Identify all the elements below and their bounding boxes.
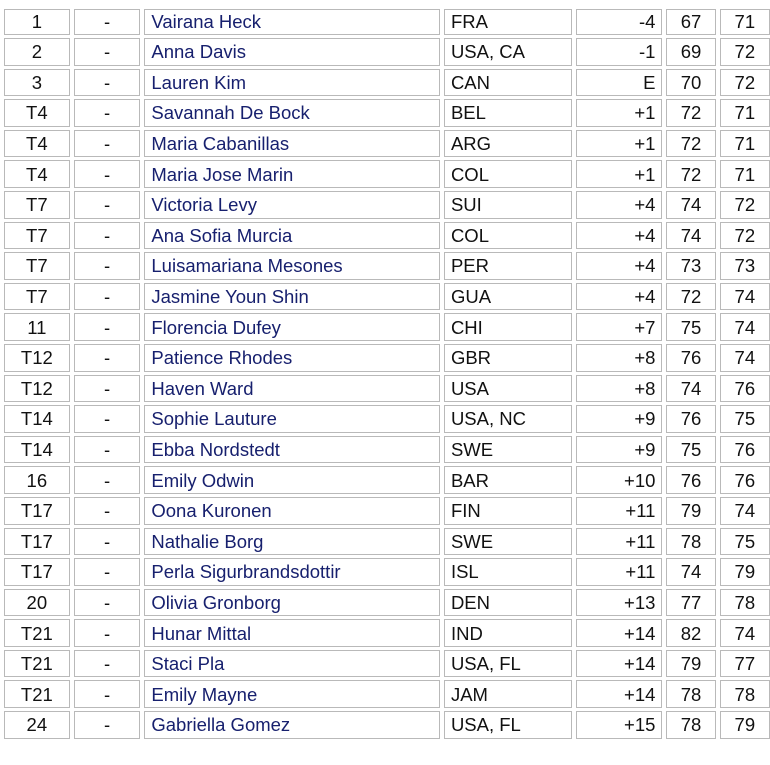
- position-cell: T7: [4, 191, 70, 219]
- country-cell: USA, CA: [444, 38, 572, 66]
- player-name-cell: [144, 252, 440, 280]
- to-par-cell: +13: [576, 589, 662, 617]
- player-name-link[interactable]: Nathalie Borg: [151, 530, 264, 552]
- position-cell: T17: [4, 497, 70, 525]
- player-name-cell: [144, 9, 440, 35]
- player-name-cell: [144, 589, 440, 617]
- player-name-cell: [144, 375, 440, 403]
- round-2-score-cell: 72: [720, 38, 770, 66]
- round-2-score-cell: 78: [720, 680, 770, 708]
- player-name-cell: [144, 191, 440, 219]
- player-name-cell: [144, 38, 440, 66]
- position-cell: T4: [4, 99, 70, 127]
- to-par-cell: +4: [576, 222, 662, 250]
- position-cell: 20: [4, 589, 70, 617]
- movement-cell: -: [74, 589, 141, 617]
- round-1-score-cell: 67: [666, 9, 715, 35]
- table-row: [4, 405, 770, 433]
- player-name-link[interactable]: Anna Davis: [151, 41, 246, 63]
- country-cell: CHI: [444, 313, 572, 341]
- round-1-score-cell: 78: [666, 680, 715, 708]
- player-name-link[interactable]: Jasmine Youn Shin: [151, 286, 309, 308]
- movement-cell: -: [74, 99, 141, 127]
- player-name-link[interactable]: Oona Kuronen: [151, 500, 272, 522]
- position-cell: 2: [4, 38, 70, 66]
- round-2-score-cell: 79: [720, 558, 770, 586]
- table-row: [4, 160, 770, 188]
- player-name-link[interactable]: Gabriella Gomez: [151, 714, 291, 736]
- country-cell: USA, FL: [444, 650, 572, 678]
- country-cell: USA, FL: [444, 711, 572, 739]
- player-name-link[interactable]: Maria Jose Marin: [151, 163, 294, 185]
- country-cell: COL: [444, 160, 572, 188]
- movement-cell: -: [74, 528, 141, 556]
- round-2-score-cell: 78: [720, 589, 770, 617]
- to-par-cell: -1: [576, 38, 662, 66]
- to-par-cell: +4: [576, 191, 662, 219]
- to-par-cell: +1: [576, 130, 662, 158]
- movement-cell: -: [74, 711, 141, 739]
- round-1-score-cell: 82: [666, 619, 715, 647]
- table-row: [4, 69, 770, 97]
- round-2-score-cell: 72: [720, 222, 770, 250]
- movement-cell: -: [74, 38, 141, 66]
- player-name-link[interactable]: Emily Odwin: [151, 469, 255, 491]
- movement-cell: -: [74, 466, 141, 494]
- position-cell: T14: [4, 436, 70, 464]
- to-par-cell: +11: [576, 497, 662, 525]
- player-name-link[interactable]: Staci Pla: [151, 653, 225, 675]
- round-1-score-cell: 70: [666, 69, 715, 97]
- round-1-score-cell: 79: [666, 497, 715, 525]
- round-2-score-cell: 76: [720, 436, 770, 464]
- country-cell: SUI: [444, 191, 572, 219]
- position-cell: T12: [4, 344, 70, 372]
- round-2-score-cell: 74: [720, 619, 770, 647]
- round-1-score-cell: 74: [666, 558, 715, 586]
- country-cell: FRA: [444, 9, 572, 35]
- player-name-link[interactable]: Patience Rhodes: [151, 347, 293, 369]
- table-row: [4, 436, 770, 464]
- country-cell: IND: [444, 619, 572, 647]
- table-row: [4, 130, 770, 158]
- table-row: [4, 497, 770, 525]
- round-2-score-cell: 72: [720, 191, 770, 219]
- movement-cell: -: [74, 344, 141, 372]
- movement-cell: -: [74, 436, 141, 464]
- to-par-cell: -4: [576, 9, 662, 35]
- table-row: [4, 680, 770, 708]
- country-cell: ARG: [444, 130, 572, 158]
- player-name-cell: [144, 558, 440, 586]
- country-cell: DEN: [444, 589, 572, 617]
- round-2-score-cell: 76: [720, 375, 770, 403]
- player-name-cell: [144, 283, 440, 311]
- to-par-cell: +7: [576, 313, 662, 341]
- to-par-cell: +4: [576, 283, 662, 311]
- round-1-score-cell: 74: [666, 222, 715, 250]
- round-1-score-cell: 74: [666, 191, 715, 219]
- table-row: [4, 344, 770, 372]
- leaderboard-body: [4, 9, 770, 739]
- table-row: [4, 466, 770, 494]
- position-cell: T4: [4, 130, 70, 158]
- table-row: [4, 99, 770, 127]
- table-row: [4, 283, 770, 311]
- to-par-cell: +11: [576, 558, 662, 586]
- table-row: [4, 589, 770, 617]
- position-cell: T17: [4, 558, 70, 586]
- movement-cell: -: [74, 313, 141, 341]
- round-2-score-cell: 73: [720, 252, 770, 280]
- to-par-cell: +9: [576, 405, 662, 433]
- player-name-link[interactable]: Lauren Kim: [151, 71, 246, 93]
- player-name-cell: [144, 313, 440, 341]
- round-2-score-cell: 75: [720, 405, 770, 433]
- round-1-score-cell: 72: [666, 99, 715, 127]
- country-cell: GUA: [444, 283, 572, 311]
- round-1-score-cell: 78: [666, 528, 715, 556]
- movement-cell: -: [74, 497, 141, 525]
- player-name-cell: [144, 650, 440, 678]
- movement-cell: -: [74, 191, 141, 219]
- player-name-link[interactable]: Florencia Dufey: [151, 316, 281, 338]
- round-2-score-cell: 71: [720, 9, 770, 35]
- position-cell: 16: [4, 466, 70, 494]
- position-cell: T7: [4, 222, 70, 250]
- to-par-cell: +9: [576, 436, 662, 464]
- leaderboard-table: [0, 6, 770, 742]
- to-par-cell: +10: [576, 466, 662, 494]
- movement-cell: -: [74, 619, 141, 647]
- movement-cell: -: [74, 222, 141, 250]
- player-name-link[interactable]: Vairana Heck: [151, 11, 262, 32]
- movement-cell: -: [74, 680, 141, 708]
- country-cell: BAR: [444, 466, 572, 494]
- to-par-cell: +8: [576, 344, 662, 372]
- movement-cell: -: [74, 69, 141, 97]
- movement-cell: -: [74, 558, 141, 586]
- player-name-cell: [144, 680, 440, 708]
- table-row: [4, 191, 770, 219]
- player-name-cell: [144, 711, 440, 739]
- country-cell: USA: [444, 375, 572, 403]
- round-2-score-cell: 75: [720, 528, 770, 556]
- round-2-score-cell: 71: [720, 130, 770, 158]
- country-cell: ISL: [444, 558, 572, 586]
- country-cell: SWE: [444, 436, 572, 464]
- table-row: [4, 222, 770, 250]
- table-row: [4, 619, 770, 647]
- round-1-score-cell: 76: [666, 405, 715, 433]
- player-name-cell: [144, 466, 440, 494]
- position-cell: 3: [4, 69, 70, 97]
- position-cell: 1: [4, 9, 70, 35]
- movement-cell: -: [74, 375, 141, 403]
- table-row: [4, 711, 770, 739]
- player-name-cell: [144, 130, 440, 158]
- to-par-cell: +4: [576, 252, 662, 280]
- player-name-cell: [144, 405, 440, 433]
- player-name-link[interactable]: Luisamariana Mesones: [151, 255, 343, 277]
- player-name-link[interactable]: Savannah De Bock: [151, 102, 310, 124]
- player-name-link[interactable]: Sophie Lauture: [151, 408, 277, 430]
- position-cell: 11: [4, 313, 70, 341]
- round-2-score-cell: 77: [720, 650, 770, 678]
- player-name-cell: [144, 160, 440, 188]
- table-row: [4, 38, 770, 66]
- round-1-score-cell: 75: [666, 436, 715, 464]
- round-2-score-cell: 74: [720, 313, 770, 341]
- table-row: [4, 313, 770, 341]
- player-name-link[interactable]: Perla Sigurbrandsdottir: [151, 561, 341, 583]
- player-name-cell: [144, 528, 440, 556]
- to-par-cell: E: [576, 69, 662, 97]
- round-2-score-cell: 72: [720, 69, 770, 97]
- to-par-cell: +14: [576, 650, 662, 678]
- round-1-score-cell: 72: [666, 130, 715, 158]
- player-name-cell: [144, 497, 440, 525]
- country-cell: JAM: [444, 680, 572, 708]
- player-name-link[interactable]: Olivia Gronborg: [151, 591, 281, 613]
- round-1-score-cell: 79: [666, 650, 715, 678]
- round-2-score-cell: 71: [720, 99, 770, 127]
- player-name-cell: [144, 344, 440, 372]
- round-2-score-cell: 71: [720, 160, 770, 188]
- position-cell: T4: [4, 160, 70, 188]
- player-name-link[interactable]: Maria Cabanillas: [151, 133, 290, 155]
- round-1-score-cell: 72: [666, 283, 715, 311]
- country-cell: CAN: [444, 69, 572, 97]
- to-par-cell: +15: [576, 711, 662, 739]
- table-row: [4, 9, 770, 35]
- round-2-score-cell: 74: [720, 344, 770, 372]
- player-name-link[interactable]: Emily Mayne: [151, 683, 258, 705]
- position-cell: T7: [4, 252, 70, 280]
- round-1-score-cell: 76: [666, 344, 715, 372]
- position-cell: T14: [4, 405, 70, 433]
- player-name-cell: [144, 99, 440, 127]
- to-par-cell: +11: [576, 528, 662, 556]
- round-2-score-cell: 76: [720, 466, 770, 494]
- position-cell: T17: [4, 528, 70, 556]
- player-name-cell: [144, 222, 440, 250]
- country-cell: USA, NC: [444, 405, 572, 433]
- player-name-link[interactable]: Ana Sofia Murcia: [151, 224, 293, 246]
- position-cell: T21: [4, 619, 70, 647]
- round-1-score-cell: 74: [666, 375, 715, 403]
- country-cell: SWE: [444, 528, 572, 556]
- position-cell: 24: [4, 711, 70, 739]
- round-1-score-cell: 75: [666, 313, 715, 341]
- player-name-cell: [144, 69, 440, 97]
- movement-cell: -: [74, 283, 141, 311]
- country-cell: COL: [444, 222, 572, 250]
- movement-cell: -: [74, 650, 141, 678]
- to-par-cell: +1: [576, 160, 662, 188]
- player-name-link[interactable]: Hunar Mittal: [151, 622, 252, 644]
- position-cell: T7: [4, 283, 70, 311]
- country-cell: BEL: [444, 99, 572, 127]
- position-cell: T21: [4, 680, 70, 708]
- round-1-score-cell: 77: [666, 589, 715, 617]
- round-1-score-cell: 76: [666, 466, 715, 494]
- country-cell: PER: [444, 252, 572, 280]
- table-row: [4, 528, 770, 556]
- round-2-score-cell: 74: [720, 497, 770, 525]
- to-par-cell: +1: [576, 99, 662, 127]
- table-row: [4, 650, 770, 678]
- movement-cell: -: [74, 405, 141, 433]
- movement-cell: -: [74, 252, 141, 280]
- country-cell: GBR: [444, 344, 572, 372]
- round-2-score-cell: 74: [720, 283, 770, 311]
- round-2-score-cell: 79: [720, 711, 770, 739]
- to-par-cell: +8: [576, 375, 662, 403]
- player-name-link[interactable]: Victoria Levy: [151, 194, 257, 216]
- country-cell: FIN: [444, 497, 572, 525]
- to-par-cell: +14: [576, 619, 662, 647]
- table-row: [4, 558, 770, 586]
- to-par-cell: +14: [576, 680, 662, 708]
- movement-cell: -: [74, 160, 141, 188]
- player-name-cell: [144, 436, 440, 464]
- round-1-score-cell: 78: [666, 711, 715, 739]
- player-name-link[interactable]: Ebba Nordstedt: [151, 439, 280, 461]
- movement-cell: -: [74, 130, 141, 158]
- table-row: [4, 252, 770, 280]
- round-1-score-cell: 73: [666, 252, 715, 280]
- player-name-link[interactable]: Haven Ward: [151, 377, 254, 399]
- position-cell: T12: [4, 375, 70, 403]
- movement-cell: -: [74, 9, 141, 35]
- player-name-cell: [144, 619, 440, 647]
- table-row: [4, 375, 770, 403]
- round-1-score-cell: 72: [666, 160, 715, 188]
- position-cell: T21: [4, 650, 70, 678]
- round-1-score-cell: 69: [666, 38, 715, 66]
